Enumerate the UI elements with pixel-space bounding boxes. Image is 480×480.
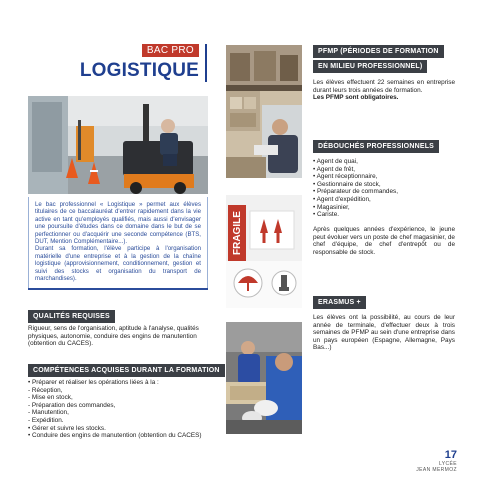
list-item: - Réception, xyxy=(28,386,63,394)
competences-heading: COMPÉTENCES ACQUISES DURANT LA FORMATION xyxy=(28,364,225,377)
qualites-heading: QUALITÉS REQUISES xyxy=(28,310,115,323)
list-item: • Conduire des engins de manutention (obtention du CACES) xyxy=(28,432,202,440)
list-item: • Agent d'expédition, xyxy=(313,195,371,203)
page-title: LOGISTIQUE xyxy=(79,60,199,81)
debouches-text: Après quelques années d'expérience, le jeune peut évoluer vers un poste de chef magasinier, de chef d'équipe, de chef d'entrepôt ou de responsable de stock. xyxy=(313,226,455,256)
pfmp-text-block xyxy=(313,79,455,102)
list-item: • Gestionnaire de stock, xyxy=(313,180,381,188)
workers-illustration xyxy=(226,322,302,434)
intro-paragraph-1: Le bac professionnel « Logistique » permet aux élèves titulaires de ce baccalauréat d'entrer rapidement dans la vie active en tant qu'employés qualifiés, mais aussi d'envisager une poursuite d'études dans ce domaine dans le but de se perfectionner ou d'acquérir une seconde compétence (BTS, DUT, Mention Complémentaire...). xyxy=(35,201,201,246)
school-line-2: JEAN MERMOZ xyxy=(416,467,457,473)
intro-rule xyxy=(28,288,208,290)
fragile-boxes-photo xyxy=(226,195,302,308)
competences-list xyxy=(28,379,218,440)
page-number: 17 xyxy=(444,449,457,461)
school-name xyxy=(416,461,457,473)
pfmp-obligatoires: Les PFMP sont obligatoires. xyxy=(313,94,399,102)
list-item: • Préparer et réaliser les opérations liées à la : xyxy=(28,379,159,386)
list-item: - Mise en stock, xyxy=(28,394,73,402)
pfmp-heading-2: EN MILIEU PROFESSIONNEL) xyxy=(313,60,427,73)
list-item: • Préparateur de commandes, xyxy=(313,188,399,196)
list-item: • Cariste. xyxy=(313,211,340,219)
list-item: - Préparation des commandes, xyxy=(28,401,116,409)
pfmp-text: Les élèves effectuent 22 semaines en entreprise durant leurs trois années de formation. xyxy=(313,79,455,94)
intro-paragraph-2: Durant sa formation, l'élève participe à l'organisation matérielle d'une entreprise et à la gestion de la chaîne logistique (approvisionnement, conditionnement, gestion et suivi des stocks et organisation du transport de marchandises). xyxy=(35,245,201,283)
list-item: • Magasinier, xyxy=(313,203,350,211)
qualites-text: Rigueur, sens de l'organisation, aptitude à l'analyse, qualités physiques, autonomie, conduire des engins de manutention (obtention du CACES). xyxy=(28,325,199,348)
bac-pro-badge: BAC PRO xyxy=(142,44,199,57)
workers-photo xyxy=(226,322,302,434)
list-item: - Expédition. xyxy=(28,416,64,424)
fragile-illustration xyxy=(226,195,302,308)
list-item: - Manutention, xyxy=(28,409,69,417)
warehouse-photo xyxy=(226,45,302,178)
title-block xyxy=(79,44,207,84)
list-item: • Agent de frêt, xyxy=(313,165,356,173)
list-item: • Gérer et suivre les stocks. xyxy=(28,424,106,432)
forklift-illustration xyxy=(28,96,208,194)
erasmus-text: Les élèves ont la possibilité, au cours de leur année de terminale, d'effectuer deux à trois semaines de PFMP au sein d'une entreprise dans un pays européen (Espagne, Allemagne, Pays Bas...) xyxy=(313,314,455,352)
pfmp-heading-1: PFMP (PÉRIODES DE FORMATION xyxy=(313,45,444,58)
list-item: • Agent de quai, xyxy=(313,158,358,165)
fragile-label: FRAGILE xyxy=(232,211,243,255)
debouches-list xyxy=(313,158,455,219)
school-line-1: LYCÉE xyxy=(438,461,457,467)
title-rule xyxy=(205,44,207,82)
debouches-heading: DÉBOUCHÉS PROFESSIONNELS xyxy=(313,140,439,153)
intro-box xyxy=(28,197,208,289)
forklift-photo xyxy=(28,96,208,194)
erasmus-heading: ERASMUS + xyxy=(313,296,366,309)
list-item: • Agent réceptionnaire, xyxy=(313,173,378,181)
warehouse-illustration xyxy=(226,45,302,178)
